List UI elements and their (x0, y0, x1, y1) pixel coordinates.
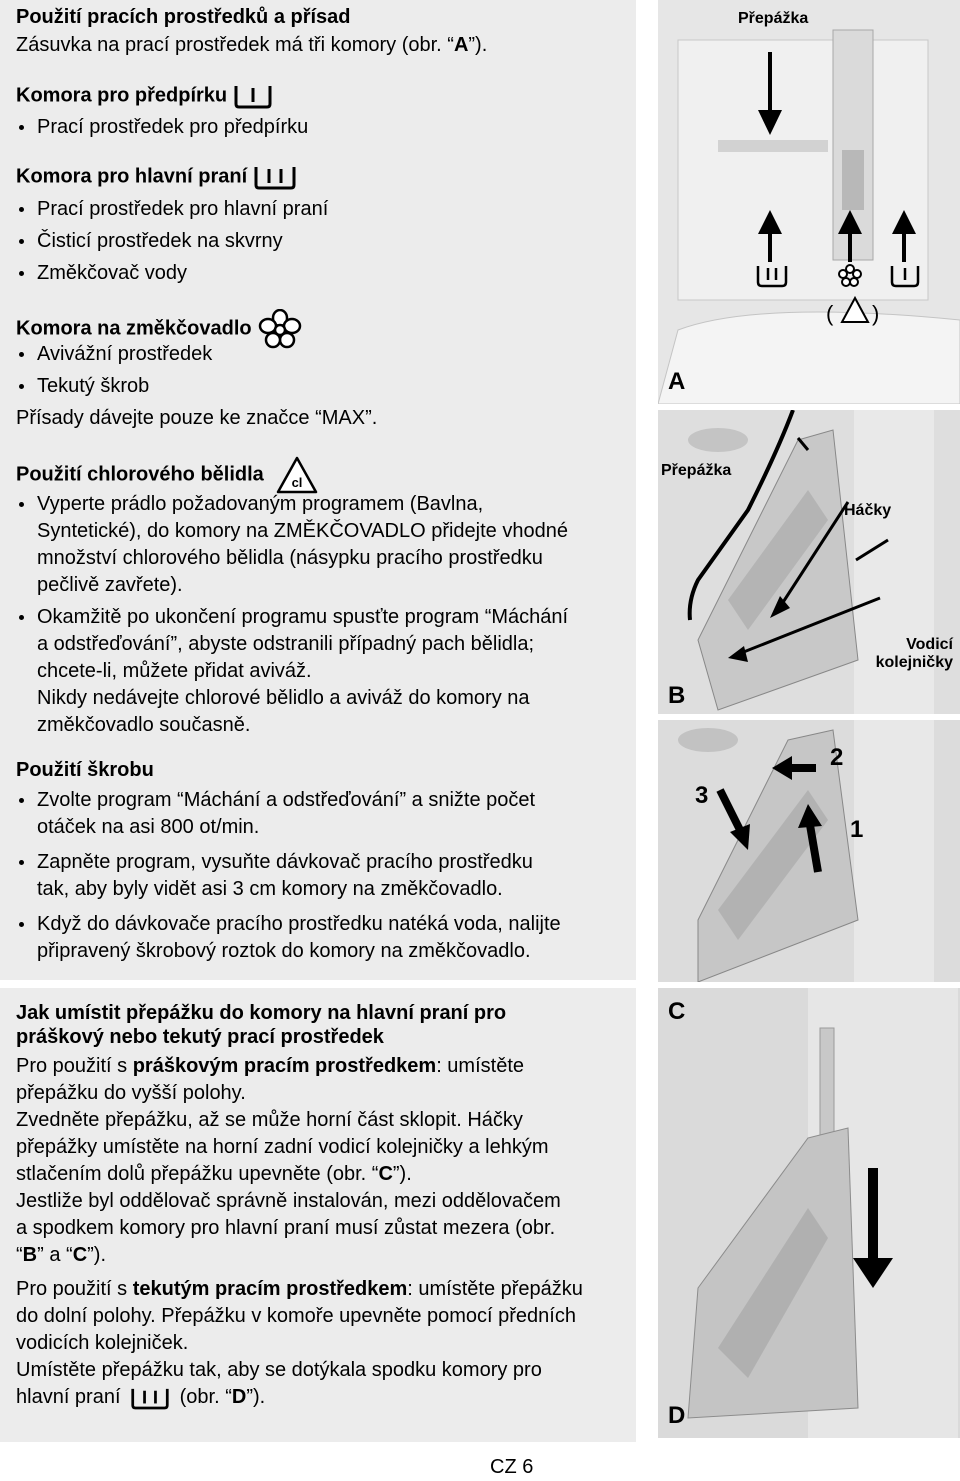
liquid-paragraph: do dolní polohy. Přepážku v komoře upevněte pomocí předních (16, 1305, 576, 1327)
list-item-cont: otáček na asi 800 ot/min. (37, 816, 260, 838)
figure-b-label: B (668, 682, 686, 709)
list-item: Avivážní prostředek (37, 341, 212, 368)
list-item-cont: tak, aby byly vidět asi 3 cm komory na změkčovadlo. (37, 878, 503, 900)
list-item: Zvolte program “Máchání a odstřeďování” a snižte počet (37, 787, 535, 814)
paragraph: Zvedněte přepážku, až se může horní část sklopit. Háčky (16, 1109, 523, 1131)
figure-d-drawing (658, 988, 960, 1438)
figure-a-drawing (658, 0, 960, 404)
softener-title: Komora na změkčovadlo (16, 309, 303, 349)
paragraph: Jestliže byl oddělovač správně instalován, mezi oddělovačem (16, 1190, 561, 1212)
main-wash-compartment-icon (130, 1385, 170, 1411)
figure-c-drawing (658, 720, 960, 982)
list-item-cont: množství chlorového bělidla (násypku pracího prostředku (37, 547, 543, 569)
warning-note: Nikdy nedávejte chlorové bělidlo a aviváž do komory na (37, 687, 530, 709)
list-item-cont: a odstřeďování”, abyste odstranili případný pach bělidla; (37, 633, 535, 655)
figure-a-label: A (668, 368, 686, 395)
page-number: CZ 6 (490, 1456, 534, 1478)
intro-text: Zásuvka na prací prostředek má tři komory (obr. “A”). (16, 34, 488, 56)
paragraph: stlačením dolů přepážku upevněte (obr. “C”). (16, 1163, 412, 1185)
list-item: Okamžitě po ukončení programu spusťte program “Máchání (37, 604, 568, 631)
liquid-paragraph: Pro použití s tekutým pracím prostředkem: umístěte přepážku (16, 1278, 583, 1300)
paragraph: “B” a “C”). (16, 1244, 107, 1266)
list-item-cont: chcete-li, můžete přidat aviváž. (37, 660, 312, 682)
paragraph: přepážky umístěte na horní zadní vodicí kolejničky a lehkým (16, 1136, 549, 1158)
list-item: Změkčovač vody (37, 260, 187, 287)
chlorine-warning-icon (275, 455, 319, 495)
list-item-cont: Syntetické), do komory na ZMĚKČOVADLO přidejte vhodné (37, 520, 568, 542)
divider-heading: práškový nebo tekutý prací prostředek (16, 1026, 384, 1048)
warning-note: změkčovadlo současně. (37, 714, 251, 736)
figure-b-hooks-label: Háčky (844, 502, 892, 519)
flower-softener-icon (257, 309, 303, 349)
step-number-1: 1 (850, 816, 864, 843)
list-item: Vyperte prádlo požadovaným programem (Bavlna, (37, 491, 483, 518)
list-item: Zapněte program, vysuňte dávkovač pracího prostředku (37, 849, 533, 876)
list-item: Tekutý škrob (37, 373, 149, 400)
figure-b-rails-label: Vodicí kolejničky (875, 636, 953, 671)
prewash-title: Komora pro předpírku (16, 82, 273, 110)
step-number-2: 2 (830, 744, 844, 771)
liquid-paragraph: vodicích kolejniček. (16, 1332, 189, 1354)
list-item: Prací prostředek pro hlavní praní (37, 196, 328, 223)
list-item-cont: pečlivě zavřete). (37, 574, 183, 596)
softener-paren-right: ) (872, 301, 880, 326)
figure-d-photo (658, 988, 960, 1438)
figure-a-photo (658, 0, 960, 404)
step-number-3: 3 (695, 782, 709, 809)
starch-heading: Použití škrobu (16, 759, 154, 781)
paragraph: hlavní praní (obr. “D”). (16, 1384, 265, 1411)
svg-text:cl: cl (291, 475, 303, 490)
section-heading-usage: Použití pracích prostředků a přísad (16, 6, 351, 28)
paragraph: Umístěte přepážku tak, aby se dotýkala spodku komory pro (16, 1359, 542, 1381)
figure-b-divider-label: Přepážka (661, 462, 732, 479)
figure-c-label: C (668, 998, 686, 1025)
powder-paragraph: Pro použití s práškovým pracím prostředkem: umístěte (16, 1055, 524, 1077)
max-note: Přísady dávejte pouze ke značce “MAX”. (16, 407, 378, 429)
softener-paren-left: ( (826, 301, 834, 326)
figure-c-photo (658, 720, 960, 982)
prewash-compartment-icon (233, 82, 273, 110)
list-item: Prací prostředek pro předpírku (37, 114, 308, 141)
paragraph: a spodkem komory pro hlavní praní musí zůstat mezera (obr. (16, 1217, 556, 1239)
list-item: Čisticí prostředek na skvrny (37, 228, 283, 255)
list-item-cont: připravený škrobový roztok do komory na změkčovadlo. (37, 940, 531, 962)
chlorine-heading: Použití chlorového bělidla cl (16, 455, 319, 495)
main-wash-compartment-icon (253, 163, 297, 191)
divider-heading: Jak umístit přepážku do komory na hlavní praní pro (16, 1002, 507, 1024)
list-item: Když do dávkovače pracího prostředku natéká voda, nalijte (37, 911, 561, 938)
figure-b-photo (658, 410, 960, 714)
powder-paragraph: přepážku do vyšší polohy. (16, 1082, 246, 1104)
figure-a-divider-label: Přepážka (738, 10, 809, 27)
main-wash-title: Komora pro hlavní praní (16, 163, 297, 191)
figure-d-label: D (668, 1402, 686, 1429)
